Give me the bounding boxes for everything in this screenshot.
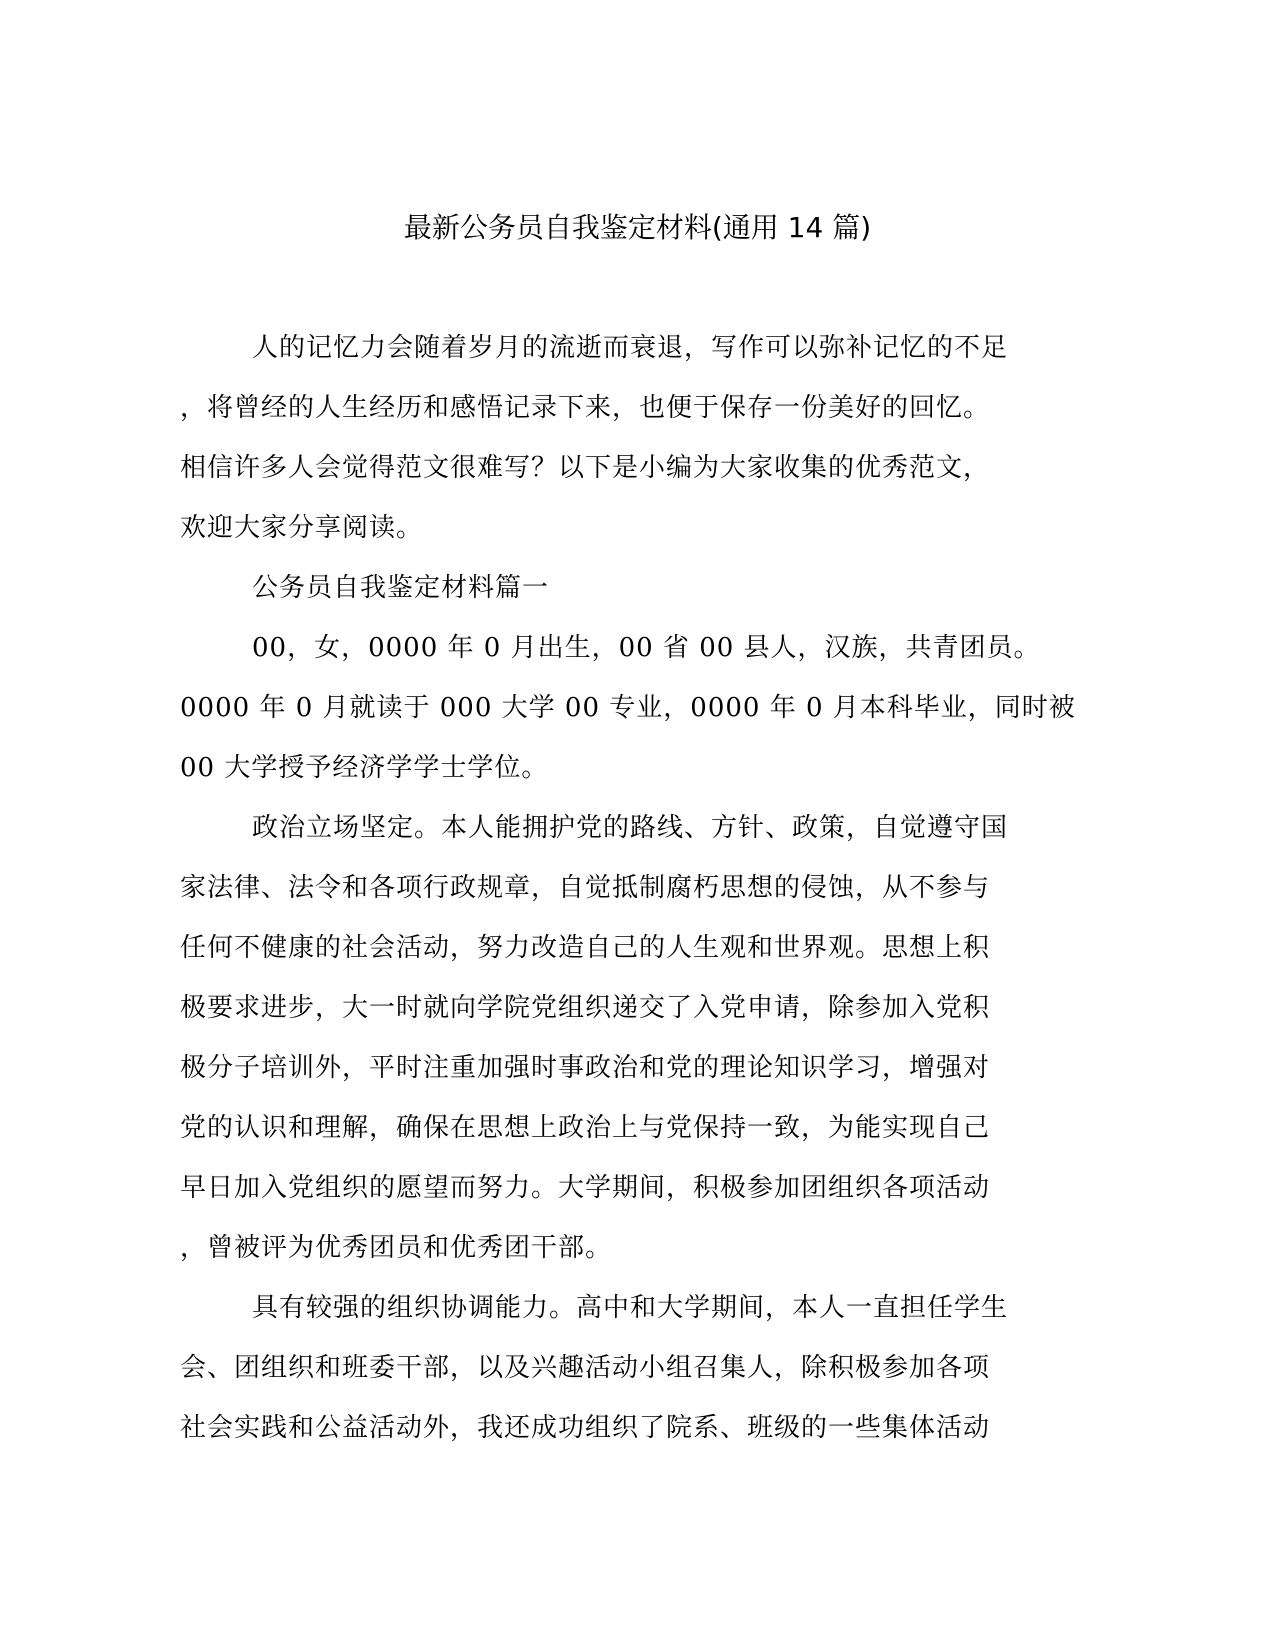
document-title: 最新公务员自我鉴定材料(通用 14 篇) [403, 211, 872, 244]
paragraph-organization-line: 具有较强的组织协调能力。高中和大学期间，本人一直担任学生 [252, 1293, 1009, 1323]
paragraph-intro-line: 人的记忆力会随着岁月的流逝而衰退，写作可以弥补记忆的不足 [252, 333, 1009, 363]
paragraph-organization-line: 会、团组织和班委干部，以及兴趣活动小组召集人，除积极参加各项 [180, 1353, 991, 1383]
paragraph-profile-line: 00，女，0000 年 0 月出生，00 省 00 县人，汉族，共青团员。 [252, 633, 1041, 663]
paragraph-intro-line: 欢迎大家分享阅读。 [180, 513, 424, 543]
paragraph-intro-line: 相信许多人会觉得范文很难写？以下是小编为大家收集的优秀范文， [180, 453, 991, 483]
paragraph-politics-line: 政治立场坚定。本人能拥护党的路线、方针、政策，自觉遵守国 [252, 813, 1009, 843]
paragraph-profile-line: 0000 年 0 月就读于 000 大学 00 专业，0000 年 0 月本科毕业，同时被 [180, 693, 1076, 723]
paragraph-intro-line: ，将曾经的人生经历和感悟记录下来，也便于保存一份美好的回忆。 [180, 393, 991, 423]
paragraph-politics-line: ，曾被评为优秀团员和优秀团干部。 [180, 1233, 613, 1263]
section-heading: 公务员自我鉴定材料篇一 [252, 573, 550, 603]
paragraph-politics-line: 任何不健康的社会活动，努力改造自己的人生观和世界观。思想上积 [180, 933, 991, 963]
paragraph-organization-line: 社会实践和公益活动外，我还成功组织了院系、班级的一些集体活动 [180, 1413, 991, 1443]
paragraph-politics-line: 早日加入党组织的愿望而努力。大学期间，积极参加团组织各项活动 [180, 1173, 991, 1203]
paragraph-profile-line: 00 大学授予经济学学士学位。 [180, 753, 549, 783]
document-body [180, 318, 1076, 1458]
paragraph-politics-line: 家法律、法令和各项行政规章，自觉抵制腐朽思想的侵蚀，从不参与 [180, 873, 991, 903]
paragraph-politics-line: 党的认识和理解，确保在思想上政治上与党保持一致，为能实现自己 [180, 1113, 991, 1143]
paragraph-politics-line: 极要求进步，大一时就向学院党组织递交了入党申请，除参加入党积 [180, 993, 991, 1023]
paragraph-politics-line: 极分子培训外，平时注重加强时事政治和党的理论知识学习，增强对 [180, 1053, 991, 1083]
